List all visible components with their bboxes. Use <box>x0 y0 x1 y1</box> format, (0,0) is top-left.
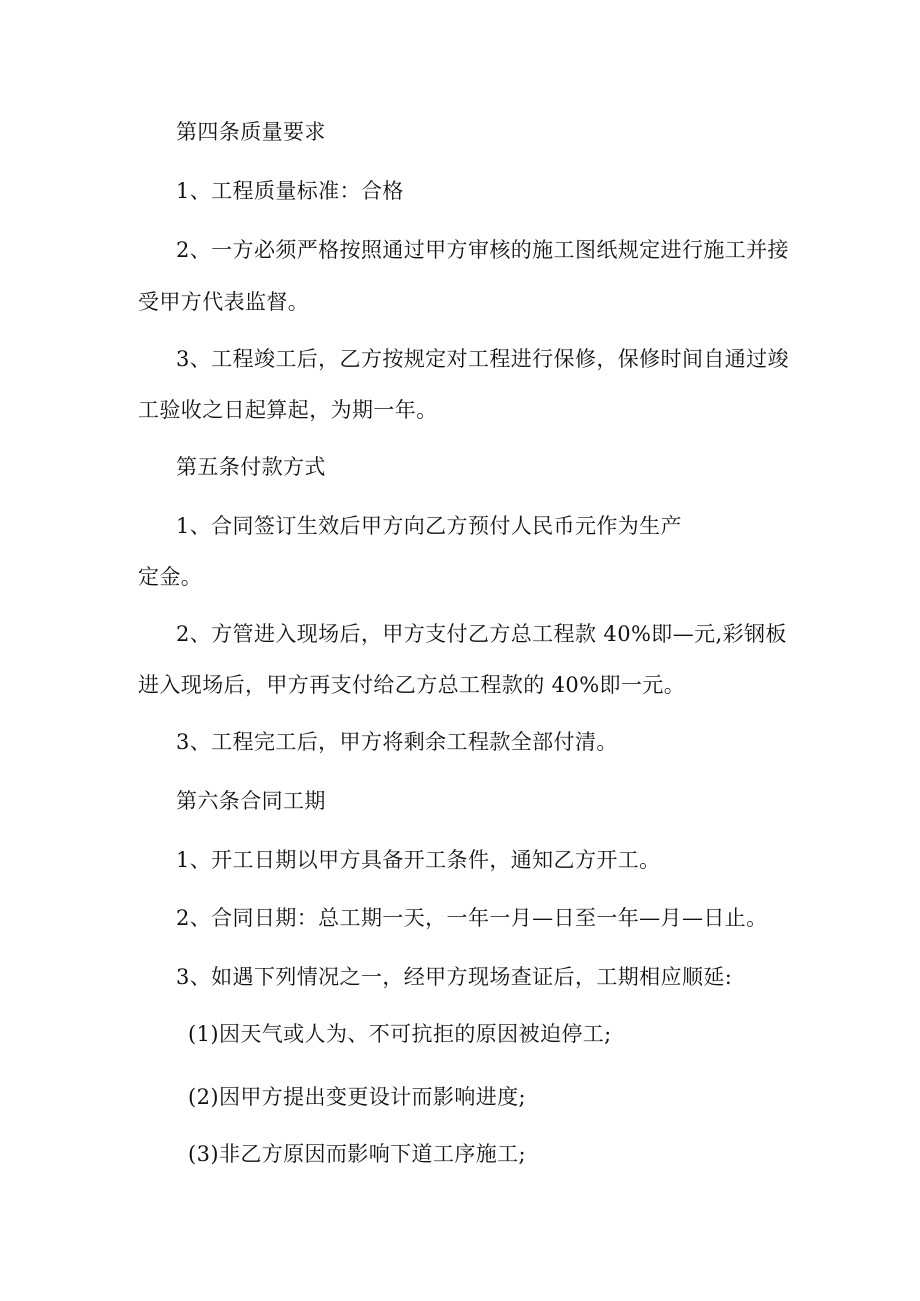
paragraph-line: 1、开工日期以甲方具备开工条件，通知乙方开工。 <box>176 848 661 872</box>
section-heading-payment: 第五条付款方式 <box>176 455 326 479</box>
paragraph-line: 2、合同日期：总工期一天，一年一月—日至一年—月—日止。 <box>176 906 768 930</box>
paragraph-line: 2、一方必须严格按照通过甲方审核的施工图纸规定进行施工并接 <box>176 238 789 262</box>
section-heading-quality: 第四条质量要求 <box>176 120 326 144</box>
paragraph-line: 工验收之日起算起，为期一年。 <box>138 398 438 422</box>
paragraph-line: 定金。 <box>138 565 203 589</box>
list-item: (3)非乙方原因而影响下道工序施工; <box>188 1142 527 1166</box>
list-item: (2)因甲方提出变更设计而影响进度; <box>188 1085 527 1109</box>
section-heading-schedule: 第六条合同工期 <box>176 789 326 813</box>
paragraph-line: 3、如遇下列情况之一，经甲方现场查证后，工期相应顺延: <box>176 965 733 989</box>
paragraph-line: 受甲方代表监督。 <box>138 290 310 314</box>
paragraph-line: 1、工程质量标准：合格 <box>176 179 404 203</box>
paragraph-line: 进入现场后，甲方再支付给乙方总工程款的 40%即一元。 <box>138 673 686 697</box>
paragraph-line: 2、方管进入现场后，甲方支付乙方总工程款 40%即—元,彩钢板 <box>176 622 787 646</box>
paragraph-line: 3、工程完工后，甲方将剩余工程款全部付清。 <box>176 730 618 754</box>
paragraph-line: 1、合同签订生效后甲方向乙方预付人民币元作为生产 <box>176 514 682 538</box>
list-item: (1)因天气或人为、不可抗拒的原因被迫停工; <box>188 1022 612 1046</box>
paragraph-line: 3、工程竣工后，乙方按规定对工程进行保修，保修时间自通过竣 <box>176 347 789 371</box>
